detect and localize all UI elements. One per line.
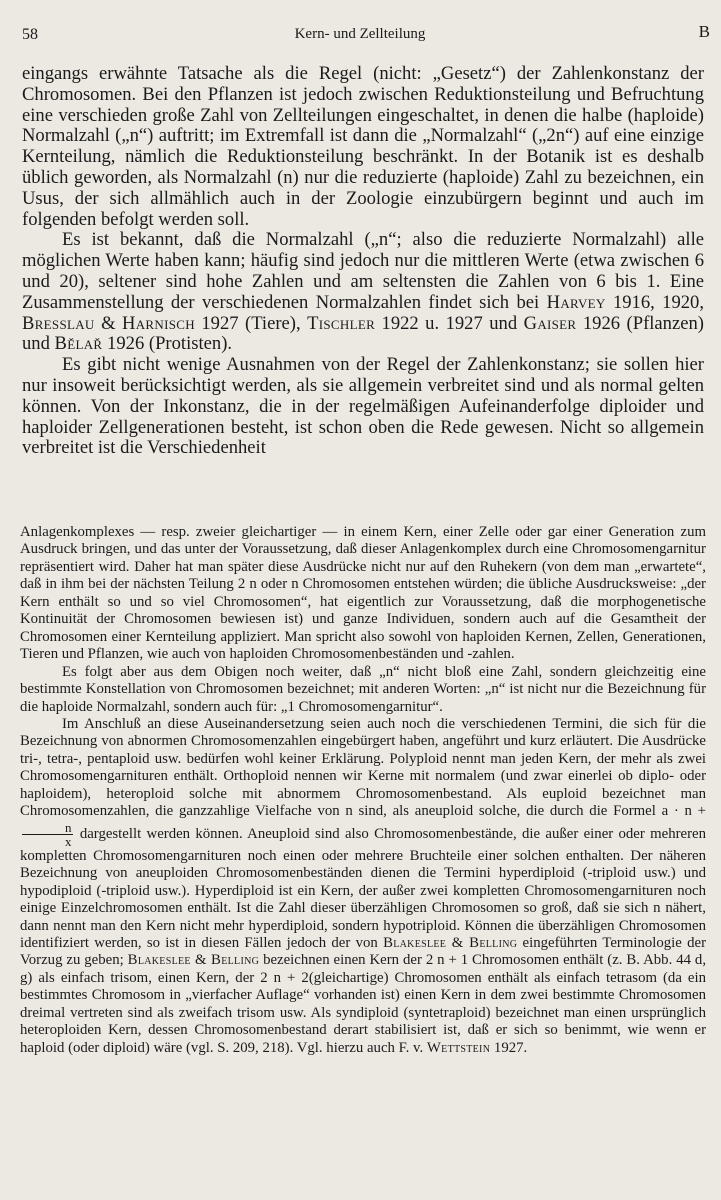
footnote-text bbox=[20, 524, 706, 1057]
author-name: Blakeslee & Belling bbox=[383, 934, 518, 951]
author-name: Bresslau bbox=[22, 312, 95, 334]
main-paragraph-3: Es gibt nicht wenige Ausnahmen von der Regel der Zahlenkonstanz; sie sollen hier nur insoweit berücksichtigt werden, als sie allgemein verbreitet sind und als normal gelten können. Von der Inkonstanz, die in der regelmäßigen Aufeinanderfolge diploider und haploider Zellgenerationen besteht, ist schon oben die Rede gewesen. Nicht so allgemein verbreitet ist die Verschiedenheit bbox=[22, 354, 704, 459]
footnote-paragraph-3: Im Anschluß an diese Auseinandersetzung seien auch noch die verschiedenen Termini, die sich für die Bezeichnung von abnormen Chromosomenzahlen eingebürgert haben, angeführt und kurz erläutert. Die Ausdrücke tri-, tetra-, pentaploid usw. bedürfen wohl keiner Erklärung. Polyploid nennt man jeden Kern, der mehr als zwei Chromosomengarnituren enthält. Orthoploid nennen wir Kerne mit normalem (und zwar einerlei ob diplo- oder haploidem), heteroploid solche mit abnormem Chromosomenbestand. Als euploid bezeichnet man Chromosomenzahlen, die ganzzahlige Vielfache von n sind, als aneuploid solche, die durch die Formel a · n + $\frac{n}{x}$ dargestellt werden können. Aneuploid sind also Chromosomenbestände, die außer einer oder mehreren kompletten Chromosomengarnituren noch einen oder mehrere Bruchteile einer solchen enthalten. Der näheren Bezeichnung von aneuploiden Chromosomenbeständen dienen die Termini hyperdiploid (-triploid usw.) und hypodiploid (-triploid usw.). Hyperdiploid ist ein Kern, der außer zwei kompletten Chromosomengarnituren noch einige Einzelchromosomen enthält. Ist die Zahl dieser überzähligen Chromosomen so groß, daß sie sich n nähert, dann nennt man den Kern nicht mehr hyperdiploid, sondern hypotriploid. Können die überzähligen Chromosomen identifiziert werden, so ist in diesen Fällen jedoch der von Blakeslee & Belling eingeführten Terminologie der Vorzug zu geben; Blakeslee & Belling bezeichnen einen Kern der 2 n + 1 Chromosomen enthält (z. B. Abb. 44 d, g) als einfach trisom, einen Kern, der 2 n + 2(gleichartige) Chromosomen enthält als einfach tetrasom (da ein bestimmtes Chromosom in „vierfacher Auflage“ vorhanden ist) einen Kern in dem zwei bestimmte Chromosomen dreimal vertreten sind als zweifach trisom usw. Als syndiploid (syntetraploid) bezeichnet man einen ursprünglich heteroploiden Kern, dessen Chromosomenbestand derart stabilisiert ist, daß er sich so benimmt, wie wenn er haploid (oder diploid) wäre (vgl. S. 209, 218). Vgl. hierzu auch F. v. Wettstein 1927. bbox=[20, 715, 707, 1056]
main-paragraph-1: eingangs erwähnte Tatsache als die Regel (nicht: „Gesetz“) der Zahlenkonstanz der Chromosomen. Bei den Pflanzen ist jedoch zwischen Reduktionsteilung und Befruchtung eine verschieden große Zahl von Zellteilungen eingeschaltet, in denen die halbe (haploide) Normalzahl („n“) auftritt; im Extremfall ist dann die „Normalzahl“ („2n“) auf eine einzige Kernteilung, nämlich die Reduktionsteilung beschränkt. In der Botanik ist es deshalb üblich geworden, als Normalzahl (n) nur die reduzierte (haploide) Zahl zu bezeichnen, ein Usus, der sich allmählich auch in der Zoologie einzubürgern beginnt und auch im folgenden befolgt werden soll. bbox=[22, 63, 704, 230]
author-name: Bělař bbox=[54, 333, 103, 355]
main-paragraph-2: Es ist bekannt, daß die Normalzahl („n“; also die reduzierte Normalzahl) alle möglichen Werte haben kann; häufig sind jedoch nur die mittleren Werte (etwa zwischen 6 und 20), seltener sind hohe Zahlen und am seltensten die Zahlen von 6 bis 1. Eine Zusammenstellung der verschiedenen Normalzahlen findet sich bei Harvey 1916, 1920, Bresslau & Harnisch 1927 (Tiere), Tischler 1922 u. 1927 und Gaiser 1926 (Pflanzen) und Bělař 1926 (Protisten). bbox=[22, 229, 705, 355]
author-name: Gaiser bbox=[523, 312, 577, 334]
author-name: Blakeslee & Belling bbox=[127, 952, 260, 969]
author-name: Harvey bbox=[546, 291, 606, 313]
footnote-paragraph-2: Es folgt aber aus dem Obigen noch weiter, daß „n“ nicht bloß eine Zahl, sondern gleichzeitig eine bestimmte Konstellation von Chromosomen bezeichnet; mit anderen Worten: „n“ ist nicht nur die Bezeichnung für die haploide Normalzahl, sondern auch für: „1 Chromosomengarnitur“. bbox=[20, 663, 706, 715]
author-name: Harnisch bbox=[122, 312, 195, 334]
author-name: Wettstein bbox=[426, 1039, 491, 1056]
fraction-n-over-x: $\frac{n}{x}$ bbox=[22, 821, 73, 848]
page-number: 58 bbox=[22, 26, 38, 43]
author-name: Tischler bbox=[307, 312, 376, 334]
main-text bbox=[22, 64, 704, 459]
margin-mark: B bbox=[698, 22, 710, 41]
page-header bbox=[22, 22, 710, 48]
running-title: Kern- und Zellteilung bbox=[294, 26, 426, 42]
footnote-paragraph-1: Anlagenkomplexes — resp. zweier gleichartiger — in einem Kern, einer Zelle oder gar einer Generation zum Ausdruck bringen, und das unter der Voraussetzung, daß dieser Anlagenkomplex durch eine Chromosomengarnitur repräsentiert wird. Daher hat man später diese Ausdrücke nicht nur auf den Ruhekern (von dem man „erwartete“, daß in ihm bei der nächsten Teilung 2 n oder n Chromosomen entstehen würden; die übliche Ausdrucksweise: „der Kern enthält so und so viel Chromosomen“, hat eigentlich zur Voraussetzung, daß die morphogenetische Kontinuität der Chromosomen bewiesen ist) und ganze Individuen, sondern auch auf die Gesamtheit der Chromosomen einer Kernteilung appliziert. Man spricht also sowohl von haploiden Kernen, Zellen, Generationen, Tieren und Pflanzen, wie auch von haploiden Chromosomenbeständen und -zahlen. bbox=[20, 524, 706, 663]
